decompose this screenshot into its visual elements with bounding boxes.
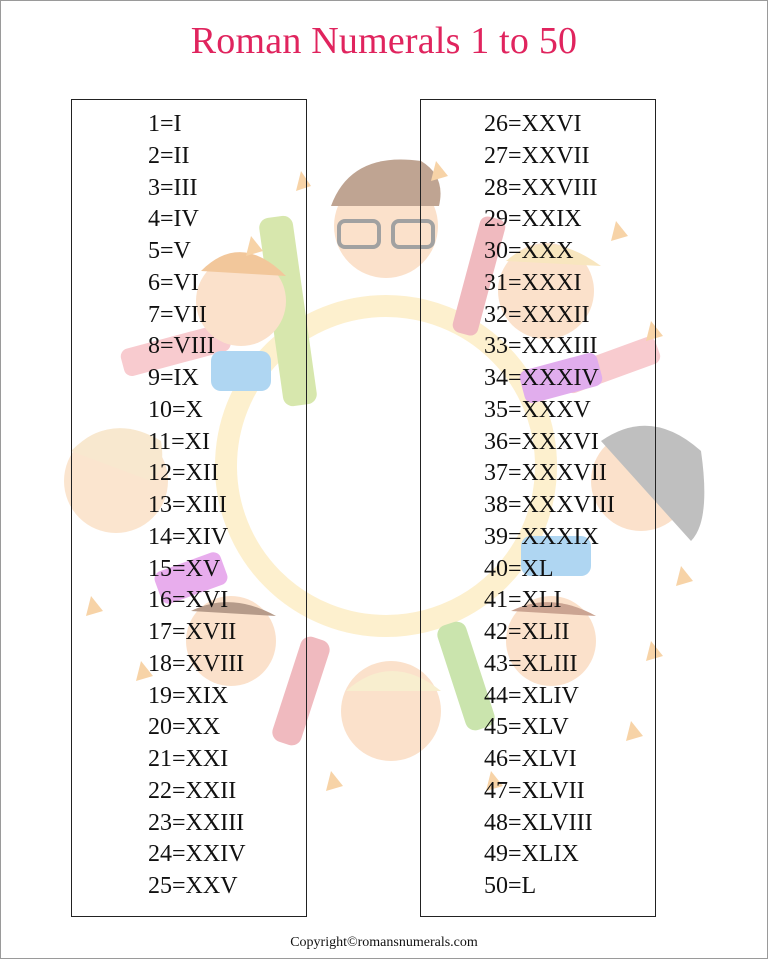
numeral-entry: 44=XLIV (484, 682, 579, 709)
numeral-entry: 29=XXIX (484, 206, 582, 233)
numeral-entry: 14=XIV (148, 523, 229, 550)
numeral-entry: 22=XXII (148, 777, 237, 804)
numeral-entry: 12=XII (148, 460, 219, 487)
numeral-entry: 46=XLVI (484, 746, 577, 772)
numeral-entry: 35=XXXV (484, 396, 591, 423)
numeral-entry: 26=XXVI (484, 111, 582, 137)
numeral-entry: 3=III (148, 174, 198, 201)
numeral-entry: 31=XXXI (484, 269, 582, 296)
numeral-entry: 27=XXVII (484, 142, 590, 169)
numeral-entry: 13=XIII (148, 492, 227, 518)
numeral-entry: 41=XLI (484, 587, 562, 614)
numeral-entry: 50=L (484, 873, 537, 899)
numeral-entry: 10=X (148, 396, 203, 423)
numeral-entry: 37=XXXVII (484, 460, 607, 487)
numeral-entry: 45=XLV (484, 714, 569, 741)
page-title: Roman Numerals 1 to 50 (190, 20, 578, 62)
numeral-entry: 21=XXI (148, 746, 229, 772)
numeral-entry: 49=XLIX (484, 841, 579, 868)
numeral-entry: 8=VIII (148, 333, 215, 360)
copyright-notice: Copyright©romansnumerals.com (290, 935, 478, 950)
numeral-entry: 11=XI (148, 428, 210, 455)
numeral-entry: 48=XLVIII (484, 809, 593, 836)
numeral-entry: 36=XXXVI (484, 428, 599, 455)
numeral-entry: 24=XXIV (148, 841, 246, 868)
numeral-entry: 43=XLIII (484, 650, 578, 677)
numeral-entry: 17=XVII (148, 619, 237, 645)
numeral-entry: 4=IV (148, 206, 199, 233)
numeral-entry: 20=XX (148, 714, 221, 741)
numeral-entry: 30=XXX (484, 238, 574, 264)
numeral-entry: 1=I (148, 111, 182, 137)
numeral-entry: 19=XIX (148, 682, 229, 709)
numeral-entry: 42=XLII (484, 619, 570, 645)
numeral-entry: 18=XVIII (148, 650, 245, 677)
numerals-list-1-25 (148, 109, 246, 903)
numeral-entry: 39=XXXIX (484, 523, 599, 550)
numeral-entry: 47=XLVII (484, 777, 585, 804)
numerals-list-26-50 (484, 109, 615, 903)
numeral-entry: 2=II (148, 142, 190, 169)
numeral-entry: 40=XL (484, 555, 554, 582)
numeral-entry: 7=VII (148, 301, 207, 328)
numeral-entry: 5=V (148, 238, 191, 264)
numeral-entry: 15=XV (148, 555, 221, 582)
numeral-entry: 38=XXXVIII (484, 492, 615, 518)
numeral-entry: 34=XXXIV (484, 365, 599, 391)
numeral-entry: 23=XXIII (148, 809, 245, 836)
numeral-entry: 32=XXXII (484, 301, 590, 328)
numeral-entry: 25=XXV (148, 873, 238, 899)
numeral-entry: 28=XXVIII (484, 174, 598, 201)
numeral-entry: 9=IX (148, 365, 199, 391)
numeral-entry: 33=XXXIII (484, 333, 598, 360)
numeral-entry: 16=XVI (148, 587, 229, 614)
numeral-entry: 6=VI (148, 269, 199, 296)
